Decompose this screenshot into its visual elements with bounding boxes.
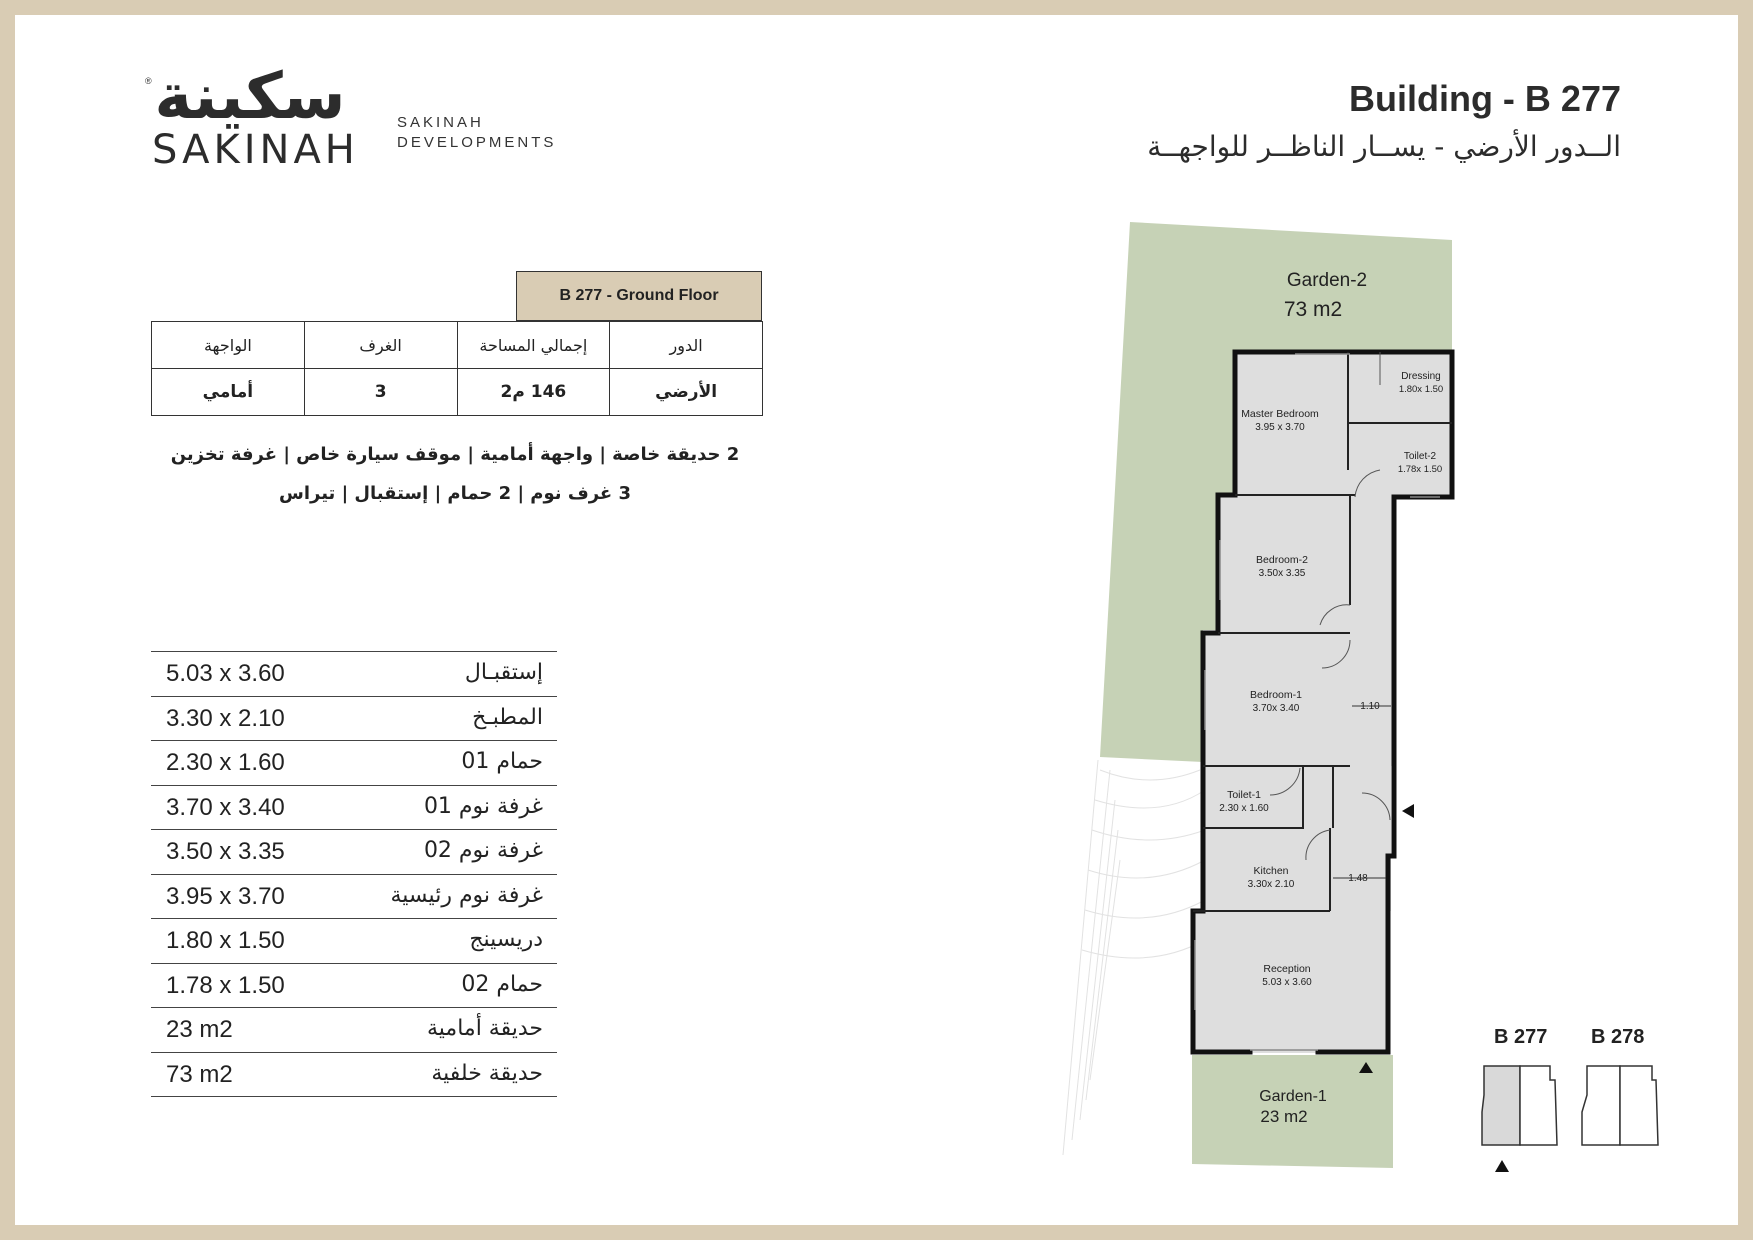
features-line-2: 3 غرف نوم | 2 حمام | إستقبال | تيراس bbox=[278, 483, 632, 504]
room-name: Bedroom-1 bbox=[1250, 689, 1302, 701]
dimension-value: 1.80 x 1.50 bbox=[166, 927, 285, 954]
garden-2-name: Garden-2 bbox=[1286, 270, 1368, 291]
dimension-label: غرفة نوم 01 bbox=[423, 793, 543, 819]
room-size: 1.78x 1.50 bbox=[1397, 464, 1443, 475]
dimension-label: غرفة نوم 02 bbox=[423, 838, 543, 863]
dimension-label: حديقة خلفية bbox=[431, 1060, 543, 1086]
dimension-value: 5.03 x 3.60 bbox=[166, 660, 285, 687]
dimension-value: 23 m2 bbox=[166, 1016, 233, 1043]
dimension-label: دريسينج bbox=[469, 927, 543, 952]
logo-subtitle-line1: SAKINAH bbox=[397, 114, 484, 131]
dimension-value: 3.50 x 3.35 bbox=[166, 838, 285, 865]
room-size: 2.30 x 1.60 bbox=[1219, 803, 1269, 814]
logo-arabic: سكينة bbox=[154, 60, 346, 134]
room-name: Kitchen bbox=[1253, 865, 1289, 877]
dimension-value: 3.30 x 2.10 bbox=[166, 704, 285, 732]
room-name: Master Bedroom bbox=[1241, 408, 1319, 420]
dimension-value: 73 m2 bbox=[166, 1060, 233, 1088]
dimension-value: 1.78 x 1.50 bbox=[166, 971, 285, 999]
corridor-width-label: 1.10 bbox=[1360, 701, 1380, 712]
summary-header-cell: الدور bbox=[610, 322, 763, 369]
dimension-value: 3.95 x 3.70 bbox=[166, 882, 285, 910]
logo-english: SAKINAH bbox=[152, 127, 359, 173]
dimension-label: حديقة أمامية bbox=[426, 1016, 543, 1041]
dimension-value: 2.30 x 1.60 bbox=[166, 749, 285, 776]
room-size: 3.95 x 3.70 bbox=[1255, 422, 1305, 433]
summary-value-cell: 3 bbox=[304, 369, 457, 416]
keyplan-position-arrow-icon bbox=[1495, 1160, 1509, 1172]
room-name: Toilet-2 bbox=[1403, 451, 1437, 462]
summary-value-cell: أمامي bbox=[152, 369, 305, 416]
features-line-1: 2 حديقة خاصة | واجهة أمامية | موقف سيارة خاص | غرفة تخزين bbox=[170, 444, 740, 465]
room-size: 3.70x 3.40 bbox=[1252, 703, 1300, 714]
room-size: 5.03 x 3.60 bbox=[1262, 977, 1312, 988]
floor-tag: B 277 - Ground Floor bbox=[516, 271, 762, 321]
room-name: Dressing bbox=[1401, 371, 1441, 382]
logo-subtitle-line2: DEVELOPMENTS bbox=[397, 134, 557, 151]
room-size: 3.30x 2.10 bbox=[1247, 879, 1295, 890]
dimension-label: حمام 02 bbox=[461, 971, 543, 997]
dimension-label: المطبـخ bbox=[472, 704, 543, 730]
room-size: 1.80x 1.50 bbox=[1398, 384, 1444, 395]
summary-value-cell: 146 م2 bbox=[457, 369, 610, 416]
garden-2-area: 73 m2 bbox=[1283, 298, 1343, 321]
summary-header-cell: الغرف bbox=[304, 322, 457, 369]
dimension-label: إستقبـال bbox=[464, 660, 543, 685]
summary-header-cell: الواجهة bbox=[152, 322, 305, 369]
keyplan-unit-b277 bbox=[1482, 1066, 1557, 1145]
building-title: Building - B 277 bbox=[1348, 78, 1621, 119]
dimension-value: 3.70 x 3.40 bbox=[166, 793, 285, 821]
garden-1-name: Garden-1 bbox=[1259, 1088, 1327, 1105]
garden-1-area: 23 m2 bbox=[1260, 1107, 1308, 1126]
room-name: Bedroom-2 bbox=[1256, 554, 1308, 566]
keyplan-label-left: B 277 bbox=[1494, 1026, 1548, 1048]
dimension-label: غرفة نوم رئيسية bbox=[390, 882, 543, 908]
building-subtitle: الــدور الأرضي - يســار الناظــر للواجهــة bbox=[1147, 130, 1621, 163]
room-name: Toilet-1 bbox=[1227, 789, 1261, 801]
dimension-label: حمام 01 bbox=[461, 749, 543, 774]
keyplan-unit-b278 bbox=[1582, 1066, 1658, 1145]
keyplan-label-right: B 278 bbox=[1591, 1026, 1645, 1048]
summary-header-cell: إجمالي المساحة bbox=[457, 322, 610, 369]
summary-value-cell: الأرضي bbox=[610, 369, 763, 416]
registered-mark: ® bbox=[145, 76, 152, 86]
corridor-width-label: 1.48 bbox=[1348, 873, 1368, 884]
room-size: 3.50x 3.35 bbox=[1258, 568, 1306, 579]
room-name: Reception bbox=[1263, 963, 1311, 975]
